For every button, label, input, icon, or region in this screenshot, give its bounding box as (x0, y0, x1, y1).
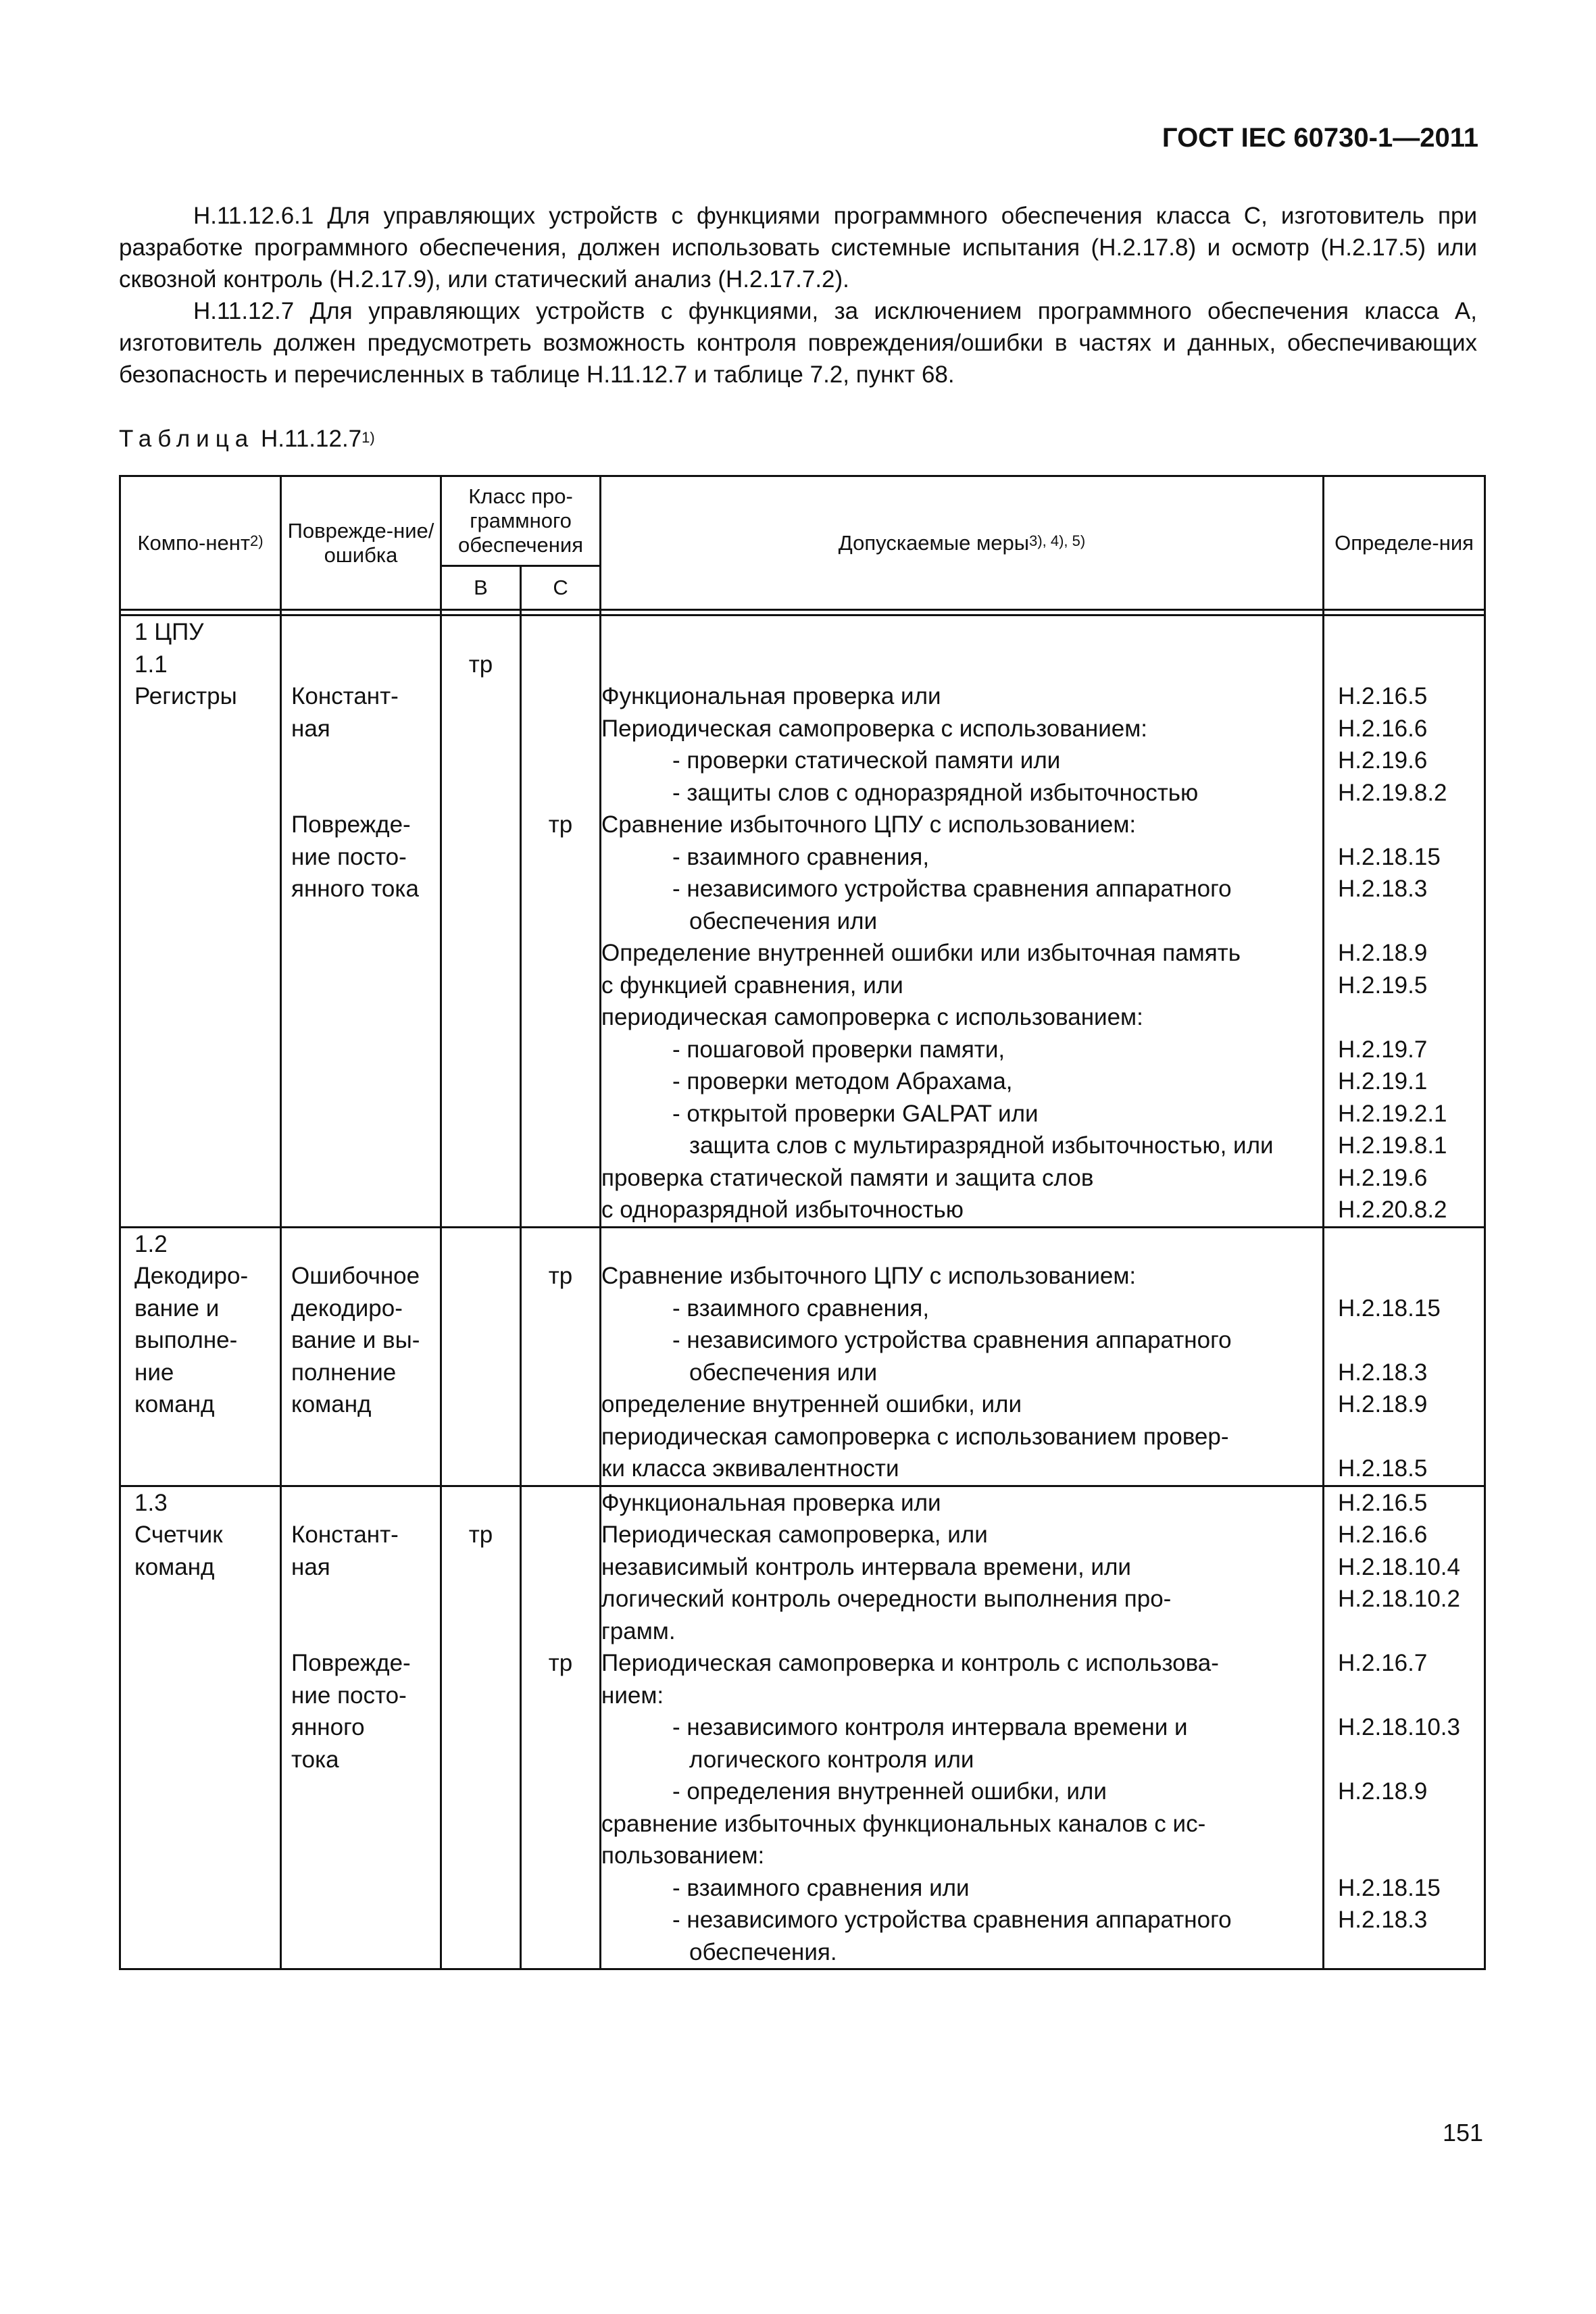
cell-line (1338, 1808, 1484, 1840)
cell-line: Декодиро- (134, 1263, 249, 1289)
cell-line: H.2.18.3 (1338, 1907, 1428, 1933)
cell-class-c (521, 615, 601, 1228)
cell-line: H.2.19.5 (1338, 972, 1428, 999)
cell-line (522, 1583, 599, 1615)
cell-line: вание и (134, 1294, 220, 1322)
cell-line: тока (291, 1746, 339, 1773)
cell-line: H.2.18.15 (1338, 1294, 1441, 1322)
cell-line: ние посто- (291, 1682, 407, 1709)
cell-line: - открытой проверки GALPAT или (672, 1100, 1039, 1127)
cell-line: декодиро- (291, 1294, 403, 1322)
cell-line: нием: (601, 1682, 664, 1709)
cell-line (522, 616, 599, 649)
cell-line: полнение (291, 1359, 397, 1386)
cell-definitions (1324, 1227, 1485, 1486)
cell-line (522, 1615, 599, 1648)
cell-line: H.2.20.8.2 (1338, 1197, 1447, 1223)
cell-line (291, 1583, 440, 1615)
cell-line: с одноразрядной избыточностью (601, 1197, 964, 1223)
cell-component (120, 1227, 281, 1486)
cell-line: - защиты слов с одноразрядной избыточностью (672, 779, 1199, 806)
cell-line: команд (134, 1391, 215, 1417)
cell-line: 1 ЦПУ (134, 619, 204, 645)
cell-line: команд (291, 1391, 372, 1417)
cell-line: H.2.16.6 (1338, 1521, 1428, 1548)
cell-line (1338, 1936, 1484, 1969)
cell-line: - пошаговой проверки памяти, (672, 1036, 1005, 1063)
cell-line: обеспечения. (689, 1938, 837, 1965)
cell-line (522, 1487, 599, 1519)
cell-line: H.2.18.5 (1338, 1455, 1428, 1482)
cell-line: определение внутренней ошибки, или (601, 1391, 1022, 1417)
cell-line: H.2.16.6 (1338, 715, 1428, 742)
cell-line: - независимого устройства сравнения аппаратного (672, 1907, 1232, 1933)
cell-line: тр (548, 811, 573, 838)
cell-line (522, 649, 599, 681)
table-body (120, 615, 1485, 1969)
cell-line (601, 1228, 1322, 1261)
cell-line (1338, 1840, 1484, 1872)
cell-line: независимый контроль интервала времени, или (601, 1553, 1131, 1580)
cell-class-b (441, 1486, 521, 1969)
cell-measures (601, 1486, 1324, 1969)
cell-line (1338, 905, 1484, 938)
cell-line (291, 777, 440, 809)
cell-line: обеспечения или (689, 907, 878, 934)
cell-line: H.2.19.2.1 (1338, 1100, 1447, 1127)
cell-line: - независимого устройства сравнения аппаратного (672, 876, 1232, 902)
cell-line: логического контроля или (689, 1746, 974, 1773)
cell-line (1338, 1228, 1484, 1261)
table-row (120, 1227, 1485, 1486)
cell-line: тр (548, 1263, 573, 1289)
header-component: Компо-нент$^{2)}$ (120, 476, 281, 610)
cell-line: ние посто- (291, 843, 407, 870)
cell-line: - взаимного сравнения или (672, 1874, 970, 1901)
cell-fault (281, 1486, 441, 1969)
cell-line: Ошибочное (291, 1263, 420, 1289)
cell-line (291, 649, 440, 681)
cell-line: H.2.19.1 (1338, 1068, 1428, 1095)
cell-line: вание и вы- (291, 1327, 420, 1353)
cell-line (522, 777, 599, 809)
cell-line (1338, 649, 1484, 681)
cell-line: периодическая самопроверка с использованием провер- (601, 1423, 1229, 1450)
cell-line: пользованием: (601, 1842, 765, 1869)
cell-class-c (521, 1486, 601, 1969)
measures-table (119, 475, 1486, 1970)
cell-line (1338, 1001, 1484, 1034)
cell-class-b (441, 1227, 521, 1486)
header-definitions: Определе-ния (1324, 476, 1485, 610)
cell-line: сравнение избыточных функциональных каналов с ис- (601, 1810, 1206, 1837)
cell-line (291, 1615, 440, 1648)
cell-line: H.2.18.9 (1338, 1778, 1428, 1805)
cell-line (1338, 1615, 1484, 1648)
cell-line: H.2.18.15 (1338, 843, 1441, 870)
paragraph-h-11-12-7: H.11.12.7 Для управляющих устройств с функциями, за исключением программного обеспечения класса А, изготовитель должен предусмотреть возможность контроля повреждения/ошибки в частях и данных, обеспечивающих безопасность и перечисленных в таблице H.11.12.7 и таблице 7.2, пункт 68. (119, 298, 1477, 388)
cell-line: Регистры (134, 683, 237, 709)
cell-line: H.2.16.7 (1338, 1650, 1428, 1676)
header-measures: Допускаемые меры$^{3), 4), 5)}$ (601, 476, 1324, 610)
cell-line: H.2.18.10.3 (1338, 1714, 1460, 1740)
cell-line: 1.2 (134, 1230, 168, 1257)
cell-line: Сравнение избыточного ЦПУ с использованием: (601, 811, 1137, 838)
cell-class-b (441, 615, 521, 1228)
cell-line (522, 1228, 599, 1261)
cell-line: - проверки статической памяти или (672, 747, 1061, 774)
caption-number: H.11.12.7 (260, 426, 362, 452)
cell-measures (601, 615, 1324, 1228)
cell-line: H.2.18.3 (1338, 1359, 1428, 1386)
cell-line: защита слов с мультиразрядной избыточностью, или (689, 1132, 1274, 1159)
header-class-c: С (521, 566, 601, 610)
cell-line: логический контроль очередности выполнения про- (601, 1586, 1172, 1612)
cell-component (120, 615, 281, 1228)
cell-line: H.2.18.10.4 (1338, 1553, 1460, 1580)
header-class-b: В (441, 566, 521, 610)
cell-line (522, 745, 599, 777)
cell-line: H.2.19.6 (1338, 747, 1428, 774)
cell-line: обеспечения или (689, 1359, 878, 1386)
cell-line: Сравнение избыточного ЦПУ с использованием: (601, 1263, 1137, 1289)
page-number: 151 (1443, 2119, 1484, 2146)
cell-line: 1.3 (134, 1489, 168, 1516)
cell-line (601, 616, 1322, 649)
cell-definitions (1324, 1486, 1485, 1969)
cell-line: H.2.19.8.2 (1338, 779, 1447, 806)
cell-line: Периодическая самопроверка и контроль с использова- (601, 1650, 1219, 1676)
cell-line: Констант- (291, 683, 399, 709)
cell-line: Поврежде- (291, 1650, 411, 1676)
cell-line: H.2.19.8.1 (1338, 1132, 1447, 1159)
cell-line: команд (134, 1553, 215, 1580)
cell-line: ная (291, 715, 330, 742)
cell-line: с функцией сравнения, или (601, 972, 903, 999)
cell-line (601, 649, 1322, 681)
cell-line: H.2.18.9 (1338, 1391, 1428, 1417)
cell-line: Функциональная проверка или (601, 1489, 941, 1516)
cell-line: H.2.18.15 (1338, 1874, 1441, 1901)
header-separator (120, 610, 1485, 615)
table-row (120, 615, 1485, 1228)
cell-line: тр (548, 1650, 573, 1676)
paragraph-h-11-12-6-1: H.11.12.6.1 Для управляющих устройств с функциями программного обеспечения класса С, изготовитель при разработке программного обеспечения, должен использовать системные испытания (H.2.17.8) и осмотр (H.2.17.5) или сквозной контроль (H.2.17.9), или статический анализ (H.2.17.7.2). (119, 203, 1477, 293)
cell-line: тр (468, 651, 493, 678)
cell-line: - проверки методом Абрахама, (672, 1068, 1013, 1095)
cell-class-c (521, 1227, 601, 1486)
cell-line (1338, 616, 1484, 649)
document-header: ГОСТ IEC 60730-1—2011 (1162, 123, 1478, 153)
cell-line: H.2.18.3 (1338, 876, 1428, 902)
cell-line (522, 1551, 599, 1584)
cell-line (442, 1487, 520, 1519)
table-caption (119, 426, 375, 453)
cell-line: периодическая самопроверка с использованием: (601, 1004, 1143, 1030)
cell-line: ная (291, 1553, 330, 1580)
cell-line: H.2.16.5 (1338, 1489, 1428, 1516)
cell-line: тр (468, 1521, 493, 1548)
cell-line: - независимого контроля интервала времени и (672, 1714, 1188, 1740)
cell-line: ние (134, 1359, 174, 1386)
cell-fault (281, 1227, 441, 1486)
cell-definitions (1324, 615, 1485, 1228)
header-software-class: Класс про-граммного обеспечения (441, 476, 601, 566)
cell-line: Периодическая самопроверка, или (601, 1521, 988, 1548)
cell-line: Поврежде- (291, 811, 411, 838)
table-row (120, 1486, 1485, 1969)
cell-measures (601, 1227, 1324, 1486)
cell-line: янного тока (291, 876, 419, 902)
cell-line (291, 616, 440, 649)
cell-line (1338, 1680, 1484, 1712)
cell-line (522, 680, 599, 713)
cell-line: H.2.19.7 (1338, 1036, 1428, 1063)
cell-line (291, 1228, 440, 1261)
cell-line: 1.1 (134, 651, 168, 678)
cell-line: H.2.16.5 (1338, 683, 1428, 709)
cell-line: - независимого устройства сравнения аппаратного (672, 1327, 1232, 1353)
cell-line (1338, 809, 1484, 841)
cell-line (522, 1519, 599, 1551)
cell-line: Счетчик (134, 1521, 223, 1548)
cell-line: проверка статической памяти и защита слов (601, 1164, 1094, 1191)
cell-component (120, 1486, 281, 1969)
cell-line (1338, 1744, 1484, 1776)
cell-line (291, 1487, 440, 1519)
header-fault: Поврежде-ние/ошибка (281, 476, 441, 610)
cell-line: Определение внутренней ошибки или избыточная память (601, 940, 1241, 966)
cell-line (1338, 1421, 1484, 1453)
cell-line (442, 616, 520, 649)
caption-footnote: 1) (361, 429, 375, 446)
cell-line: грамм. (601, 1617, 676, 1644)
cell-line: H.2.18.9 (1338, 940, 1428, 966)
cell-line: выполне- (134, 1327, 238, 1353)
cell-line: ки класса эквивалентности (601, 1455, 899, 1482)
cell-line (1338, 1260, 1484, 1292)
cell-line: H.2.18.10.2 (1338, 1586, 1460, 1612)
cell-line: Констант- (291, 1521, 399, 1548)
cell-fault (281, 615, 441, 1228)
cell-line (522, 713, 599, 745)
cell-line: Функциональная проверка или (601, 683, 941, 709)
cell-line: H.2.19.6 (1338, 1164, 1428, 1191)
cell-line: - взаимного сравнения, (672, 1294, 930, 1322)
cell-line: - определения внутренней ошибки, или (672, 1778, 1107, 1805)
cell-line (291, 745, 440, 777)
cell-line: - взаимного сравнения, (672, 843, 930, 870)
cell-line: янного (291, 1714, 365, 1740)
cell-line (1338, 1324, 1484, 1357)
caption-word: Таблица (119, 426, 255, 452)
cell-line: Периодическая самопроверка с использованием: (601, 715, 1148, 742)
